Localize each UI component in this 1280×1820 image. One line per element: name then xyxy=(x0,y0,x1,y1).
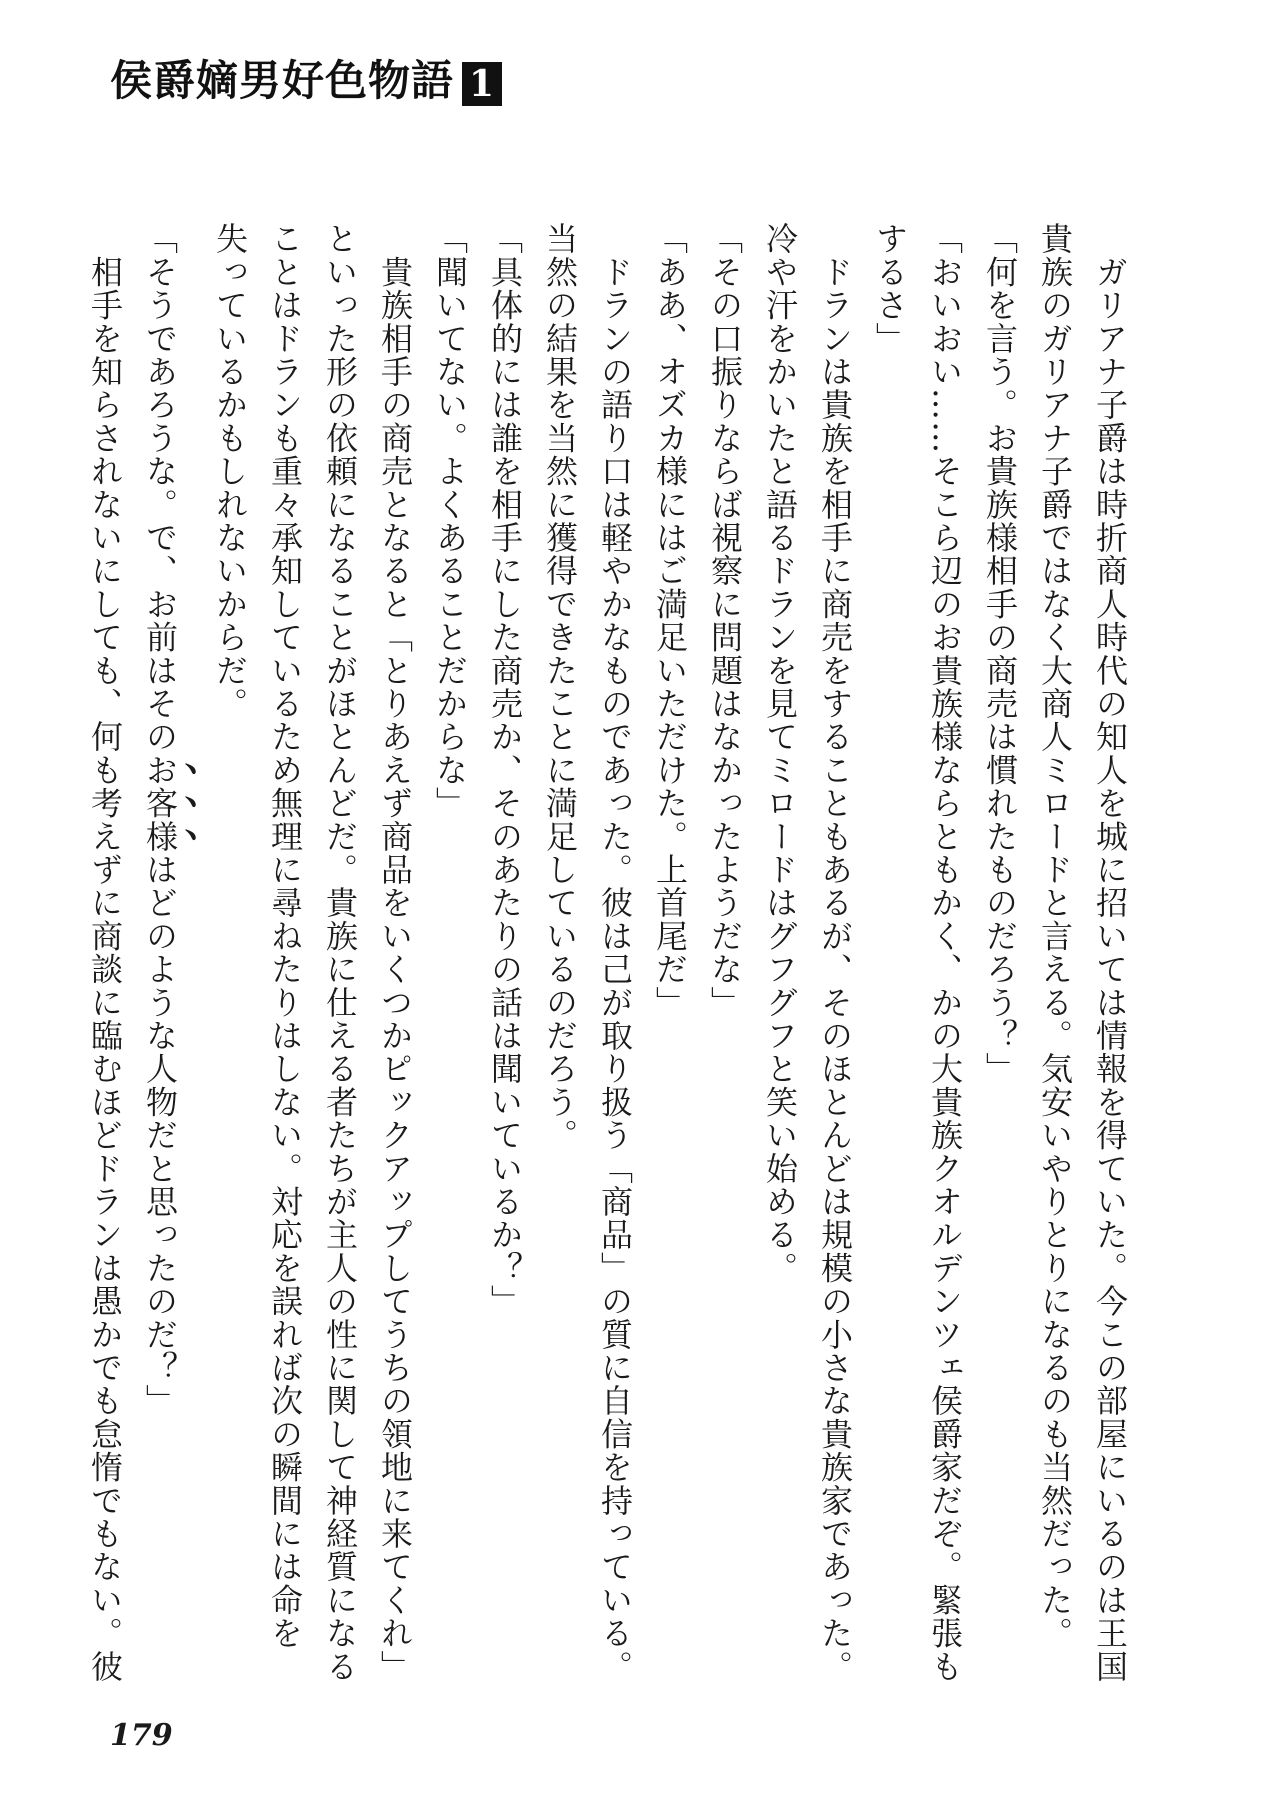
text-column: 「おいおい……そこら辺のお貴族様ならともかく、かの大貴族クオルデンツェ侯爵家だぞ。緊張も xyxy=(926,222,964,1683)
emphasized-text: お客様 xyxy=(141,753,179,853)
text-segment: 「そうであろうな。で、お前はその xyxy=(141,222,179,754)
text-column: といった形の依頼になることがほとんどだ。貴族に仕える者たちが主人の性に関して神経質になる xyxy=(321,222,359,1683)
text-column: 当然の結果を当然に獲得できたことに満足しているのだろう。 xyxy=(541,222,579,1152)
text-column: 「何を言う。お貴族様相手の商売は慣れたものだろう？」 xyxy=(981,222,1019,1086)
text-column: 「聞いてない。よくあることだからな」 xyxy=(431,222,469,820)
text-column: 貴族相手の商売となると「とりあえず商品をいくつかピックアップしてうちの領地に来てくれ」 xyxy=(376,222,414,1683)
text-column: ガリアナ子爵は時折商人時代の知人を城に招いては情報を得ていた。今この部屋にいるのは王国 xyxy=(1091,222,1129,1683)
volume-badge: 1 xyxy=(462,62,502,106)
text-column: ドランは貴族を相手に商売をすることもあるが、そのほとんどは規模の小さな貴族家であった。 xyxy=(816,222,854,1683)
text-column: 貴族のガリアナ子爵ではなく大商人ミロードと言える。気安いやりとりになるのも当然だった。 xyxy=(1036,222,1074,1650)
text-column: ことはドランも重々承知しているため無理に尋ねたりはしない。対応を誤れば次の瞬間には命を xyxy=(266,222,304,1650)
text-column: 「具体的には誰を相手にした商売か、そのあたりの話は聞いているか？」 xyxy=(486,222,524,1318)
text-column-with-emphasis xyxy=(132,222,202,1672)
text-column: 失っているかもしれないからだ。 xyxy=(211,222,249,720)
novel-body-text xyxy=(77,222,1137,1683)
book-title-text: 侯爵嫡男好色物語 xyxy=(110,56,455,105)
text-column: 「ああ、オズカ様にはご満足いただけた。上首尾だ」 xyxy=(651,222,689,1019)
book-title xyxy=(110,48,502,108)
text-segment: はどのような人物だと思ったのだ？」 xyxy=(141,852,179,1418)
text-column: ドランの語り口は軽やかなものであった。彼は己が取り扱う「商品」の質に自信を持っている。 xyxy=(596,222,634,1683)
text-column: 「その口振りならば視察に問題はなかったようだな」 xyxy=(706,222,744,1019)
page-number: 179 xyxy=(110,1718,173,1753)
text-column: するさ」 xyxy=(871,222,909,355)
text-column: 相手を知らされないにしても、何も考えずに商談に臨むほどドランは愚かでも怠惰でもない。彼 xyxy=(86,222,124,1683)
text-column: 冷や汗をかいたと語るドランを見てミロードはグフグフと笑い始める。 xyxy=(761,222,799,1285)
